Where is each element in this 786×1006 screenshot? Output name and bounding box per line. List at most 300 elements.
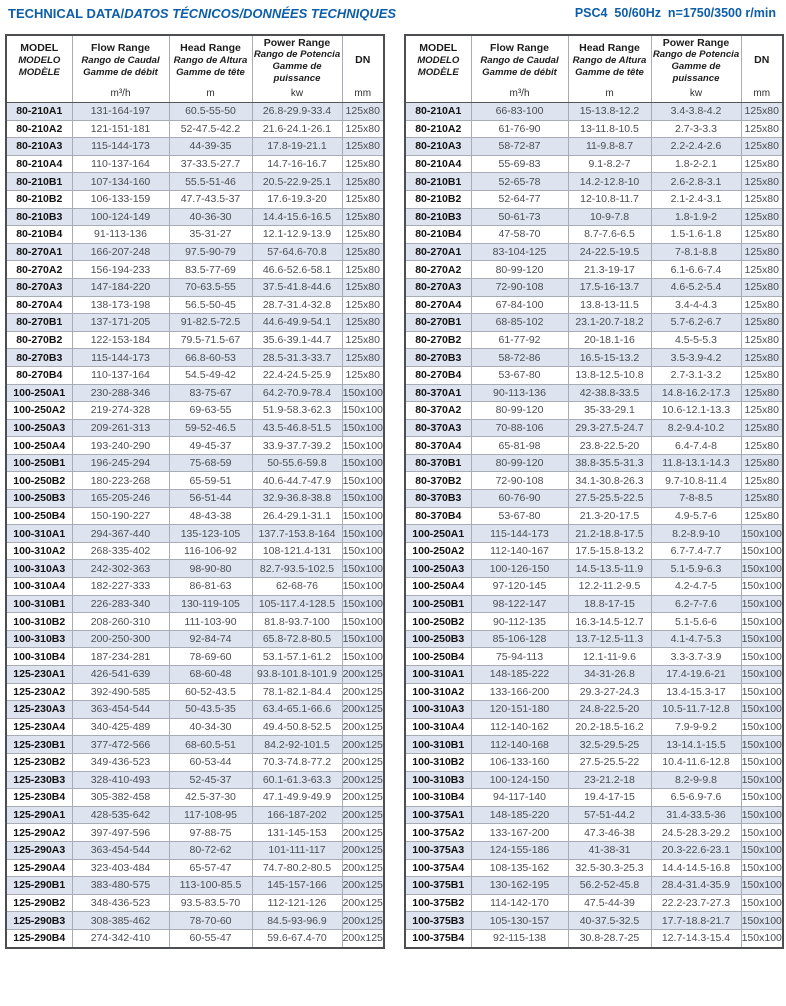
power-range-cell: 101-111-117 (252, 841, 342, 859)
table-row (6, 701, 384, 719)
head-range-cell: 57-51-44.2 (568, 806, 651, 824)
dn-cell: 200x125 (342, 753, 384, 771)
table-row (405, 437, 783, 455)
table-row (405, 613, 783, 631)
table-row (405, 753, 783, 771)
table-body-left (6, 103, 384, 948)
power-range-cell: 3.4-3.8-4.2 (651, 103, 741, 121)
power-range-cell: 32.9-36.8-38.8 (252, 490, 342, 508)
dn-cell: 125x80 (741, 226, 783, 244)
model-cell: 125-290A3 (6, 841, 72, 859)
dn-cell: 125x80 (342, 155, 384, 173)
flow-range-cell: 208-260-310 (72, 613, 169, 631)
dn-cell: 125x80 (342, 349, 384, 367)
dn-cell: 150x100 (741, 595, 783, 613)
flow-range-cell: 72-90-108 (471, 472, 568, 490)
flow-range-cell: 242-302-363 (72, 560, 169, 578)
dn-cell: 125x80 (342, 138, 384, 156)
model-cell: 100-375A3 (405, 841, 471, 859)
model-cell: 100-250B3 (405, 630, 471, 648)
power-range-cell: 28.5-31.3-33.7 (252, 349, 342, 367)
head-range-cell: 52-47.5-42.2 (169, 120, 252, 138)
dn-cell: 200x125 (342, 841, 384, 859)
dn-cell: 125x80 (342, 173, 384, 191)
flow-range-cell: 305-382-458 (72, 789, 169, 807)
head-range-cell: 17.5-15.8-13.2 (568, 542, 651, 560)
model-cell: 100-250A4 (6, 437, 72, 455)
power-range-cell: 26.8-29.9-33.4 (252, 103, 342, 121)
head-range-cell: 40-37.5-32.5 (568, 912, 651, 930)
table-row (6, 789, 384, 807)
column-header-head-range (169, 35, 252, 103)
flow-range-cell: 80-99-120 (471, 454, 568, 472)
head-range-cell: 113-100-85.5 (169, 877, 252, 895)
head-range-cell: 14.5-13.5-11.9 (568, 560, 651, 578)
dn-cell: 150x100 (342, 525, 384, 543)
flow-range-cell: 115-144-173 (471, 525, 568, 543)
head-range-cell: 50-43.5-35 (169, 701, 252, 719)
dn-cell: 125x80 (741, 103, 783, 121)
table-row (405, 648, 783, 666)
head-range-cell: 130-119-105 (169, 595, 252, 613)
table-row (6, 314, 384, 332)
header-power-en: Power Range (662, 36, 730, 49)
header-model-fr: MODÈLE (18, 66, 60, 78)
table-row (6, 120, 384, 138)
header-power-fr: Gamme de puissance (671, 61, 721, 84)
flow-range-cell: 377-472-566 (72, 736, 169, 754)
header-head-en: Head Range (579, 42, 640, 55)
head-range-cell: 75-68-59 (169, 454, 252, 472)
flow-range-cell: 133-166-200 (471, 683, 568, 701)
power-range-cell: 51.9-58.3-62.3 (252, 402, 342, 420)
unit-flow: m³/h (110, 88, 131, 99)
flow-range-cell: 180-223-268 (72, 472, 169, 490)
unit-flow: m³/h (509, 88, 530, 99)
table-row (6, 103, 384, 121)
dn-cell: 150x100 (741, 542, 783, 560)
power-range-cell: 6.1-6.6-7.4 (651, 261, 741, 279)
model-cell: 100-310B4 (6, 648, 72, 666)
table-row (6, 261, 384, 279)
dn-cell: 125x80 (342, 296, 384, 314)
model-cell: 80-210B1 (405, 173, 471, 191)
table-row (6, 683, 384, 701)
flow-range-cell: 107-134-160 (72, 173, 169, 191)
power-range-cell: 70.3-74.8-77.2 (252, 753, 342, 771)
dn-cell: 150x100 (741, 841, 783, 859)
dn-cell: 150x100 (342, 507, 384, 525)
flow-range-cell: 100-124-150 (471, 771, 568, 789)
flow-range-cell: 92-115-138 (471, 929, 568, 947)
column-header-dn (741, 35, 783, 103)
table-row (6, 824, 384, 842)
power-range-cell: 5.1-5.9-6.3 (651, 560, 741, 578)
dn-cell: 125x80 (342, 366, 384, 384)
power-range-cell: 2.7-3-3.3 (651, 120, 741, 138)
header-model-fr: MODÈLE (417, 66, 459, 78)
model-cell: 125-290A1 (6, 806, 72, 824)
unit-dn: mm (354, 88, 372, 99)
power-range-cell: 17.4-19.6-21 (651, 666, 741, 684)
flow-range-cell: 182-227-333 (72, 578, 169, 596)
flow-range-cell: 75-94-113 (471, 648, 568, 666)
power-range-cell: 82.7-93.5-102.5 (252, 560, 342, 578)
head-range-cell: 13.8-12.5-10.8 (568, 366, 651, 384)
power-range-cell: 22.4-24.5-25.9 (252, 366, 342, 384)
power-range-cell: 20.3-22.6-23.1 (651, 841, 741, 859)
head-range-cell: 11-9.8-8.7 (568, 138, 651, 156)
dn-cell: 125x80 (741, 243, 783, 261)
model-cell: 100-250A2 (405, 542, 471, 560)
head-range-cell: 92-84-74 (169, 630, 252, 648)
model-cell: 100-310B2 (405, 753, 471, 771)
power-range-cell: 2.1-2.4-3.1 (651, 190, 741, 208)
head-range-cell: 12.1-11-9.6 (568, 648, 651, 666)
table-row (6, 666, 384, 684)
model-cell: 125-230B1 (6, 736, 72, 754)
table-row (6, 419, 384, 437)
series-speed-label: PSC4 50/60Hz n=1750/3500 r/min (574, 6, 776, 20)
model-cell: 80-270A3 (405, 278, 471, 296)
table-row (405, 859, 783, 877)
dn-cell: 150x100 (741, 683, 783, 701)
table-row (6, 630, 384, 648)
dn-cell: 125x80 (342, 314, 384, 332)
unit-power: kw (290, 88, 304, 99)
flow-range-cell: 106-133-159 (72, 190, 169, 208)
model-cell: 100-310A3 (405, 701, 471, 719)
model-cell: 125-290B3 (6, 912, 72, 930)
table-row (6, 595, 384, 613)
power-range-cell: 3.4-4-4.3 (651, 296, 741, 314)
dn-cell: 150x100 (741, 666, 783, 684)
flow-range-cell: 209-261-313 (72, 419, 169, 437)
power-range-cell: 1.8-2-2.1 (651, 155, 741, 173)
model-cell: 100-250A3 (6, 419, 72, 437)
flow-range-cell: 83-104-125 (471, 243, 568, 261)
dn-cell: 125x80 (342, 331, 384, 349)
dn-cell: 150x100 (741, 912, 783, 930)
head-range-cell: 93.5-83.5-70 (169, 894, 252, 912)
head-range-cell: 21.3-20-17.5 (568, 507, 651, 525)
model-cell: 125-230B4 (6, 789, 72, 807)
head-range-cell: 29.3-27-24.3 (568, 683, 651, 701)
dn-cell: 125x80 (741, 419, 783, 437)
flow-range-cell: 124-155-186 (471, 841, 568, 859)
dn-cell: 125x80 (741, 349, 783, 367)
table-header-right (405, 35, 783, 103)
dn-cell: 150x100 (342, 384, 384, 402)
model-cell: 100-250B1 (6, 454, 72, 472)
flow-range-cell: 200-250-300 (72, 630, 169, 648)
head-range-cell: 16.5-15-13.2 (568, 349, 651, 367)
power-range-cell: 20.5-22.9-25.1 (252, 173, 342, 191)
head-range-cell: 8.7-7.6-6.5 (568, 226, 651, 244)
power-range-cell: 137.7-153.8-164 (252, 525, 342, 543)
model-cell: 100-310B4 (405, 789, 471, 807)
flow-range-cell: 50-61-73 (471, 208, 568, 226)
head-range-cell: 60.5-55-50 (169, 103, 252, 121)
flow-range-cell: 61-76-90 (471, 120, 568, 138)
dn-cell: 125x80 (741, 314, 783, 332)
flow-range-cell: 66-83-100 (471, 103, 568, 121)
model-cell: 100-250B4 (6, 507, 72, 525)
flow-range-cell: 131-164-197 (72, 103, 169, 121)
table-row (6, 173, 384, 191)
power-range-cell: 4.2-4.7-5 (651, 578, 741, 596)
table-row (405, 789, 783, 807)
head-range-cell: 23-21.2-18 (568, 771, 651, 789)
table-row (405, 877, 783, 895)
model-cell: 100-310B2 (6, 613, 72, 631)
power-range-cell: 62-68-76 (252, 578, 342, 596)
table-row (6, 190, 384, 208)
dn-cell: 150x100 (342, 595, 384, 613)
head-range-cell: 10-9-7.8 (568, 208, 651, 226)
dn-cell: 200x125 (342, 718, 384, 736)
model-cell: 80-210B2 (405, 190, 471, 208)
flow-range-cell: 323-403-484 (72, 859, 169, 877)
header-flow-fr: Gamme de débit (83, 66, 158, 78)
table-row (6, 806, 384, 824)
power-range-cell: 84.5-93-96.9 (252, 912, 342, 930)
flow-range-cell: 108-135-162 (471, 859, 568, 877)
table-row (405, 683, 783, 701)
head-range-cell: 13.7-12.5-11.3 (568, 630, 651, 648)
head-range-cell: 9.1-8.2-7 (568, 155, 651, 173)
model-cell: 80-270B3 (6, 349, 72, 367)
power-range-cell: 60.1-61.3-63.3 (252, 771, 342, 789)
model-cell: 125-290B1 (6, 877, 72, 895)
dn-cell: 150x100 (741, 929, 783, 947)
dn-cell: 200x125 (342, 736, 384, 754)
dn-cell: 150x100 (342, 402, 384, 420)
table-row (405, 736, 783, 754)
table-row (6, 208, 384, 226)
flow-range-cell: 148-185-220 (471, 806, 568, 824)
head-range-cell: 37-33.5-27.7 (169, 155, 252, 173)
power-range-cell: 26.4-29.1-31.1 (252, 507, 342, 525)
model-cell: 80-210A2 (6, 120, 72, 138)
table-row (405, 173, 783, 191)
dn-cell: 125x80 (741, 296, 783, 314)
power-range-cell: 49.4-50.8-52.5 (252, 718, 342, 736)
power-range-cell: 81.8-93.7-100 (252, 613, 342, 631)
flow-range-cell: 187-234-281 (72, 648, 169, 666)
power-range-cell: 166-187-202 (252, 806, 342, 824)
head-range-cell: 21.3-19-17 (568, 261, 651, 279)
model-cell: 80-270A4 (405, 296, 471, 314)
power-range-cell: 17.6-19.3-20 (252, 190, 342, 208)
head-range-cell: 83-75-67 (169, 384, 252, 402)
title-bar (0, 0, 786, 21)
model-cell: 125-290A4 (6, 859, 72, 877)
header-flow-en: Flow Range (490, 42, 549, 55)
model-cell: 80-370B2 (405, 472, 471, 490)
dn-cell: 200x125 (342, 666, 384, 684)
head-range-cell: 34.1-30.8-26.3 (568, 472, 651, 490)
header-power-fr: Gamme de puissance (272, 61, 322, 84)
header-head-es: Rango de Altura (572, 55, 647, 67)
table-row (405, 331, 783, 349)
power-range-cell: 10.4-11.6-12.8 (651, 753, 741, 771)
dn-cell: 150x100 (741, 630, 783, 648)
table-row (405, 841, 783, 859)
flow-range-cell: 328-410-493 (72, 771, 169, 789)
power-range-cell: 1.8-1.9-2 (651, 208, 741, 226)
model-cell: 80-210A4 (405, 155, 471, 173)
flow-range-cell: 80-99-120 (471, 402, 568, 420)
dn-cell: 125x80 (741, 208, 783, 226)
flow-range-cell: 47-58-70 (471, 226, 568, 244)
table-row (405, 138, 783, 156)
table-row (6, 859, 384, 877)
flow-range-cell: 397-497-596 (72, 824, 169, 842)
model-cell: 100-375B3 (405, 912, 471, 930)
model-cell: 80-370A3 (405, 419, 471, 437)
header-model-es: MODELO (417, 55, 460, 67)
model-cell: 80-270B2 (6, 331, 72, 349)
table-row (405, 595, 783, 613)
table-row (405, 718, 783, 736)
head-range-cell: 68-60-48 (169, 666, 252, 684)
model-cell: 125-230A4 (6, 718, 72, 736)
model-cell: 100-375A2 (405, 824, 471, 842)
power-range-cell: 93.8-101.8-101.9 (252, 666, 342, 684)
power-range-cell: 108-121.4-131 (252, 542, 342, 560)
dn-cell: 150x100 (342, 542, 384, 560)
head-range-cell: 19.4-17-15 (568, 789, 651, 807)
flow-range-cell: 112-140-167 (471, 542, 568, 560)
power-range-cell: 40.6-44.7-47.9 (252, 472, 342, 490)
power-range-cell: 3.3-3.7-3.9 (651, 648, 741, 666)
head-range-cell: 23.1-20.7-18.2 (568, 314, 651, 332)
column-header-power-range (252, 35, 342, 103)
power-range-cell: 5.1-5.6-6 (651, 613, 741, 631)
flow-range-cell: 196-245-294 (72, 454, 169, 472)
power-range-cell: 31.4-33.5-36 (651, 806, 741, 824)
head-range-cell: 44-39-35 (169, 138, 252, 156)
head-range-cell: 47.3-46-38 (568, 824, 651, 842)
model-cell: 100-375B1 (405, 877, 471, 895)
model-cell: 80-210B3 (6, 208, 72, 226)
power-range-cell: 12.7-14.3-15.4 (651, 929, 741, 947)
model-cell: 80-210A3 (405, 138, 471, 156)
power-range-cell: 44.6-49.9-54.1 (252, 314, 342, 332)
dn-cell: 150x100 (741, 824, 783, 842)
power-range-cell: 7-8.1-8.8 (651, 243, 741, 261)
dn-cell: 150x100 (741, 648, 783, 666)
table-body-right (405, 103, 783, 948)
header-model-en: MODEL (20, 42, 59, 55)
head-range-cell: 78-69-60 (169, 648, 252, 666)
unit-head: m (605, 88, 614, 99)
head-range-cell: 24.8-22.5-20 (568, 701, 651, 719)
head-range-cell: 48-43-38 (169, 507, 252, 525)
power-range-cell: 7-8-8.5 (651, 490, 741, 508)
model-cell: 80-210B4 (405, 226, 471, 244)
power-range-cell: 47.1-49.9-49.9 (252, 789, 342, 807)
model-cell: 80-270A4 (6, 296, 72, 314)
power-range-cell: 6.4-7.4-8 (651, 437, 741, 455)
header-head-es: Rango de Altura (173, 55, 248, 67)
model-cell: 100-250B1 (405, 595, 471, 613)
power-range-cell: 63.4-65.1-66.6 (252, 701, 342, 719)
table-row (6, 349, 384, 367)
flow-range-cell: 94-117-140 (471, 789, 568, 807)
table-row (405, 226, 783, 244)
head-range-cell: 12.2-11.2-9.5 (568, 578, 651, 596)
flow-range-cell: 72-90-108 (471, 278, 568, 296)
column-header-power-range (651, 35, 741, 103)
table-row (405, 402, 783, 420)
flow-range-cell: 80-99-120 (471, 261, 568, 279)
table-row (6, 243, 384, 261)
power-range-cell: 14.4-14.5-16.8 (651, 859, 741, 877)
table-row (6, 472, 384, 490)
flow-range-cell: 340-425-489 (72, 718, 169, 736)
model-cell: 100-310B1 (6, 595, 72, 613)
flow-range-cell: 348-436-523 (72, 894, 169, 912)
dn-cell: 150x100 (342, 648, 384, 666)
head-range-cell: 86-81-63 (169, 578, 252, 596)
head-range-cell: 60-52-43.5 (169, 683, 252, 701)
model-cell: 100-250A1 (405, 525, 471, 543)
flow-range-cell: 110-137-164 (72, 155, 169, 173)
power-range-cell: 8.2-8.9-10 (651, 525, 741, 543)
power-range-cell: 6.2-7-7.6 (651, 595, 741, 613)
table-row (6, 155, 384, 173)
model-cell: 80-370A1 (405, 384, 471, 402)
header-flow-en: Flow Range (91, 42, 150, 55)
header-head-fr: Gamme de tête (176, 66, 245, 78)
table-row (405, 560, 783, 578)
flow-range-cell: 85-106-128 (471, 630, 568, 648)
head-range-cell: 97-88-75 (169, 824, 252, 842)
flow-range-cell: 70-88-106 (471, 419, 568, 437)
model-cell: 125-290B2 (6, 894, 72, 912)
flow-range-cell: 115-144-173 (72, 349, 169, 367)
dn-cell: 125x80 (741, 138, 783, 156)
model-cell: 100-310A4 (6, 578, 72, 596)
flow-range-cell: 67-84-100 (471, 296, 568, 314)
power-range-cell: 105-117.4-128.5 (252, 595, 342, 613)
power-range-cell: 53.1-57.1-61.2 (252, 648, 342, 666)
model-cell: 125-230B2 (6, 753, 72, 771)
head-range-cell: 59-52-46.5 (169, 419, 252, 437)
table-row (6, 736, 384, 754)
head-range-cell: 65-57-47 (169, 859, 252, 877)
table-row (405, 454, 783, 472)
head-range-cell: 83.5-77-69 (169, 261, 252, 279)
head-range-cell: 40-36-30 (169, 208, 252, 226)
table-row (6, 841, 384, 859)
table-row (405, 366, 783, 384)
power-range-cell: 14.7-16-16.7 (252, 155, 342, 173)
header-flow-es: Rango de Caudal (480, 55, 559, 67)
dn-cell: 125x80 (741, 472, 783, 490)
power-range-cell: 35.6-39.1-44.7 (252, 331, 342, 349)
power-range-cell: 11.8-13.1-14.3 (651, 454, 741, 472)
header-power-es: Rango de Potencia (253, 49, 341, 61)
power-range-cell: 65.8-72.8-80.5 (252, 630, 342, 648)
head-range-cell: 27.5-25.5-22.5 (568, 490, 651, 508)
model-cell: 100-310A1 (405, 666, 471, 684)
flow-range-cell: 112-140-162 (471, 718, 568, 736)
dn-cell: 150x100 (741, 789, 783, 807)
power-range-cell: 10.5-11.7-12.8 (651, 701, 741, 719)
